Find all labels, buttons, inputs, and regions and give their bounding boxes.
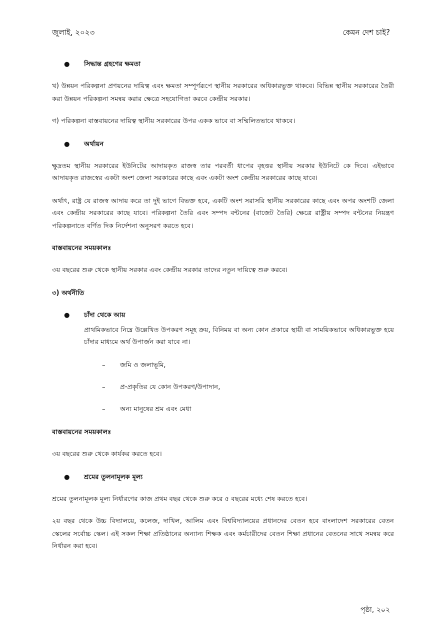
list-item-text: অন্য মানুষের শ্রম এবং মেধা bbox=[120, 405, 192, 414]
page-number: পৃষ্ঠা, ২০২ bbox=[360, 606, 390, 614]
header-date: জুলাই, ২০২৩ bbox=[52, 28, 95, 37]
section-heading-economy: ৩) অর্থনীতি bbox=[52, 288, 85, 297]
list-item: – জমি ও জলাভূমি, bbox=[102, 360, 166, 369]
paragraph-finance-2: অর্থাৎ, রাষ্ট্র যে রাজস্ব আদায় করে তা দুই ভাগে বিভক্ত হবে, একটি অংশ সরাসরি স্থানীয় সরকারের কাছে এবং অপর অংশটি জেলা এবং কেন্দ্রীয় সরকারের কাছে যাবে। পরিকল্পনা তৈরি এবং সম্পদ বন্টনের (বাজেট তৈরি) ক্ষেত্রে রাষ্ট্রীয় সম্পদ বন্টনের নিয়ন্ত্রণ পরিকল্পনাতে বর্ণিত দিক নির্দেশনা অনুসরণ করতে হবে। bbox=[52, 196, 394, 230]
paragraph-finance-1: ক্ষুদ্রতম স্থানীয় সরকারের ইউনিটের আদায়কৃত রাজস্ব তার পরবর্তী ধাপের বৃহত্তর স্থানীয় সরকার ইউনিটে কে দিবে। এইভাবে আদায়কৃত রাজস্বের একটা অংশ জেলা সরকারের কাছে এবং একটা অংশ কেন্দ্রীয় সরকারের কাছে যাবে। bbox=[52, 162, 394, 183]
list-item-text: প্র-প্রকৃতির যে কোন উপকরণ/উপাদান, bbox=[120, 382, 221, 391]
paragraph-labor-1: শ্রমের তুলনামূলক মূল্য নির্ধারণের কাজ প্রথম বছর থেকে শুরু করে ৫ বছরের মধ্যে শেষ করতে হবে। bbox=[52, 494, 308, 503]
bullet-heading-text: সিদ্ধান্ত গ্রহণের ক্ষমতা bbox=[84, 60, 141, 68]
timeline-text: ৩য় বছরের শুরু থেকে স্থানীয় সরকার এবং কেন্দ্রীয় সরকার তাদের নতুন দায়িত্বে শুরু করবে। bbox=[52, 266, 288, 275]
paragraph-kha: খ) উন্নয়ন পরিকল্পনা প্রণয়নের দায়িত্ব এবং ক্ষমতা সম্পূর্ণরূপে স্থানীয় সরকারের অধিকারভুক্ত থাকবে। বিভিন্ন স্থানীয় সরকারের তৈরী করা উন্নয়ন পরিকল্পনা সমন্বয় করার ক্ষেত্রে সহযোগিতা করবে কেন্দ্রীয় সরকার। bbox=[52, 82, 394, 103]
timeline-heading: বাস্তবায়নের সময়কালঃ bbox=[52, 244, 112, 253]
document-body bbox=[52, 58, 394, 563]
timeline-text: ৩য় বছরের শুরু থেকে কার্যকর করতে হবে। bbox=[52, 450, 162, 459]
bullet-heading-labor bbox=[52, 471, 394, 483]
bullet-heading-text: অর্থায়ন bbox=[84, 139, 104, 148]
list-item-text: জমি ও জলাভূমি, bbox=[120, 360, 166, 369]
bullet-icon: ● bbox=[64, 472, 70, 481]
bullet-heading-text: চাঁদা থেকে আয় bbox=[84, 311, 126, 320]
timeline-heading: বাস্তবায়নের সময়কালঃ bbox=[52, 427, 112, 436]
bullet-icon: ● bbox=[64, 311, 70, 320]
bullet-heading-chanda bbox=[52, 309, 394, 321]
bullet-icon: ● bbox=[64, 139, 70, 148]
paragraph-chanda: প্রাথমিকভাবে নিম্নে উল্লেখিত উপকরণ সমূহ ক্রয়, বিনিময় বা অন্য কোন প্রকারে স্থায়ী বা সাময়িকভাবে অধিকারভুক্ত হয়ে চাঁদার মাধ্যমে অর্থ উপার্জন করা যাবে না। bbox=[84, 325, 394, 347]
paragraph-labor-2: ২য় বছর থেকে উচ্চ বিদ্যালয়ে, কলেজ, দাখিল, আলিম এবং বিশ্ববিদ্যালয়ের প্রধানদের বেতন হবে বাংলাদেশ সরকারের বেতন স্কেলের সর্বোচ্চ স্কেল। এই সকল শিক্ষা প্রতিষ্ঠানের অন্যান্য শিক্ষক এবং কর্মচারীদের বেতন শিক্ষা প্রধানের বেতনের সাথে সমন্বয় করে নির্ধারন করা হবে। bbox=[52, 517, 394, 551]
bullet-heading-text: শ্রমের তুলনামূলক মূল্য bbox=[84, 472, 143, 481]
header-title: কেমন দেশ চাই? bbox=[342, 28, 390, 37]
bullet-heading-finance bbox=[52, 138, 394, 150]
list-item: – প্র-প্রকৃতির যে কোন উপকরণ/উপাদান, bbox=[102, 382, 221, 391]
bullet-icon: ● bbox=[64, 60, 70, 68]
bullet-heading-decision bbox=[52, 58, 394, 70]
paragraph-ga: গ) পরিকল্পনা বাস্তবায়নের দায়িত্ব স্থানীয় সরকারের উপর একক ভাবে বা সম্মিলিতভাবে থাকবে। bbox=[52, 117, 296, 126]
list-item: – অন্য মানুষের শ্রম এবং মেধা bbox=[102, 405, 192, 414]
